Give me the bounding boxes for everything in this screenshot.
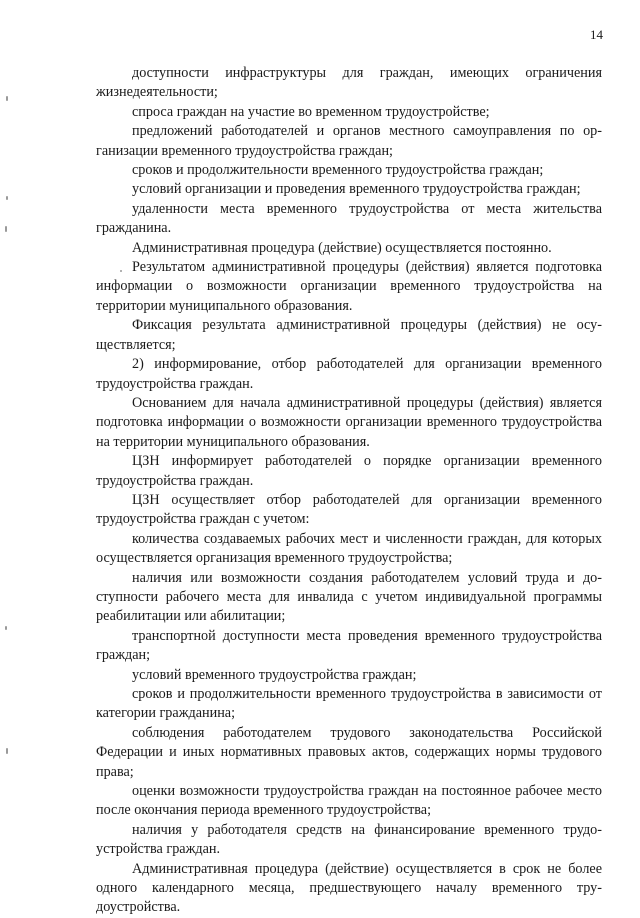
paragraph: предложений работодателей и органов местного самоуправления по организации временного трудоустройства граждан; (96, 123, 602, 159)
paragraph: Результатом административной процедуры (действия) является подготовка информации о возможности организации временного трудоустройства на территории муниципального образования. (96, 259, 602, 314)
paragraph: доступности инфраструктуры для граждан, имеющих ограничения жизнедеятельности; (96, 65, 602, 101)
paragraph: сроков и продолжительности временного трудоустройства в зависимости от категории гражданина; (96, 686, 602, 722)
paragraph: условий временного трудоустройства граждан; (132, 666, 417, 683)
scan-speck (6, 748, 8, 754)
paragraph: Фиксация результата административной процедуры (действия) не осуществляется; (96, 317, 602, 353)
scan-speck (5, 226, 7, 232)
paragraph: спроса граждан на участие во временном трудоустройстве; (132, 103, 490, 120)
paragraph: сроков и продолжительности временного трудоустройства граждан; (132, 162, 544, 179)
scan-speck (5, 626, 7, 630)
paragraph: транспортной доступности места проведения временного трудоустройства граждан; (96, 627, 602, 664)
paragraph: удаленности места временного трудоустройства от места жительства гражданина. (96, 200, 602, 237)
document-body (96, 64, 602, 918)
paragraph: Административная процедура (действие) осуществляется постоянно. (132, 239, 552, 256)
scan-speck (6, 196, 8, 200)
paragraph: Основанием для начала административной процедуры (действия) является подготовка информации о возможности организации временного трудоустройства на территории муниципального образования. (96, 394, 602, 450)
paragraph: условий организации и проведения временного трудоустройства граждан; (132, 181, 581, 198)
scan-speck (6, 96, 8, 101)
paragraph: наличия у работодателя средств на финансирование временного трудоустройства граждан. (96, 821, 602, 858)
paragraph: 2) информирование, отбор работодателей для организации временного трудоустройства граждан. (96, 356, 602, 392)
paragraph: ЦЗН осуществляет отбор работодателей для организации временного трудоустройства граждан с учетом: (96, 491, 602, 528)
paragraph: соблюдения работодателем трудового законодательства Российской Федерации и иных нормативных правовых актов, содержащих нормы трудового права; (96, 724, 602, 780)
paragraph: ЦЗН информирует работодателей о порядке организации временного трудоустройства граждан. (96, 453, 602, 489)
page-number: 14 (590, 27, 603, 42)
paragraph: количества создаваемых рабочих мест и численности граждан, для которых осуществляется организация временного трудоустройства; (96, 530, 602, 567)
paragraph: оценки возможности трудоустройства граждан на постоянное рабочее место после окончания периода временного трудоустройства; (96, 783, 602, 819)
paragraph: Административная процедура (действие) осуществляется в срок не более одного календарного месяца, предшествующего началу временного трудоустройства. (96, 860, 602, 916)
paragraph: наличия или возможности создания работодателем условий труда и доступности рабочего места для инвалида с учетом индивидуальной программы реабилитации или абилитации; (96, 569, 602, 625)
